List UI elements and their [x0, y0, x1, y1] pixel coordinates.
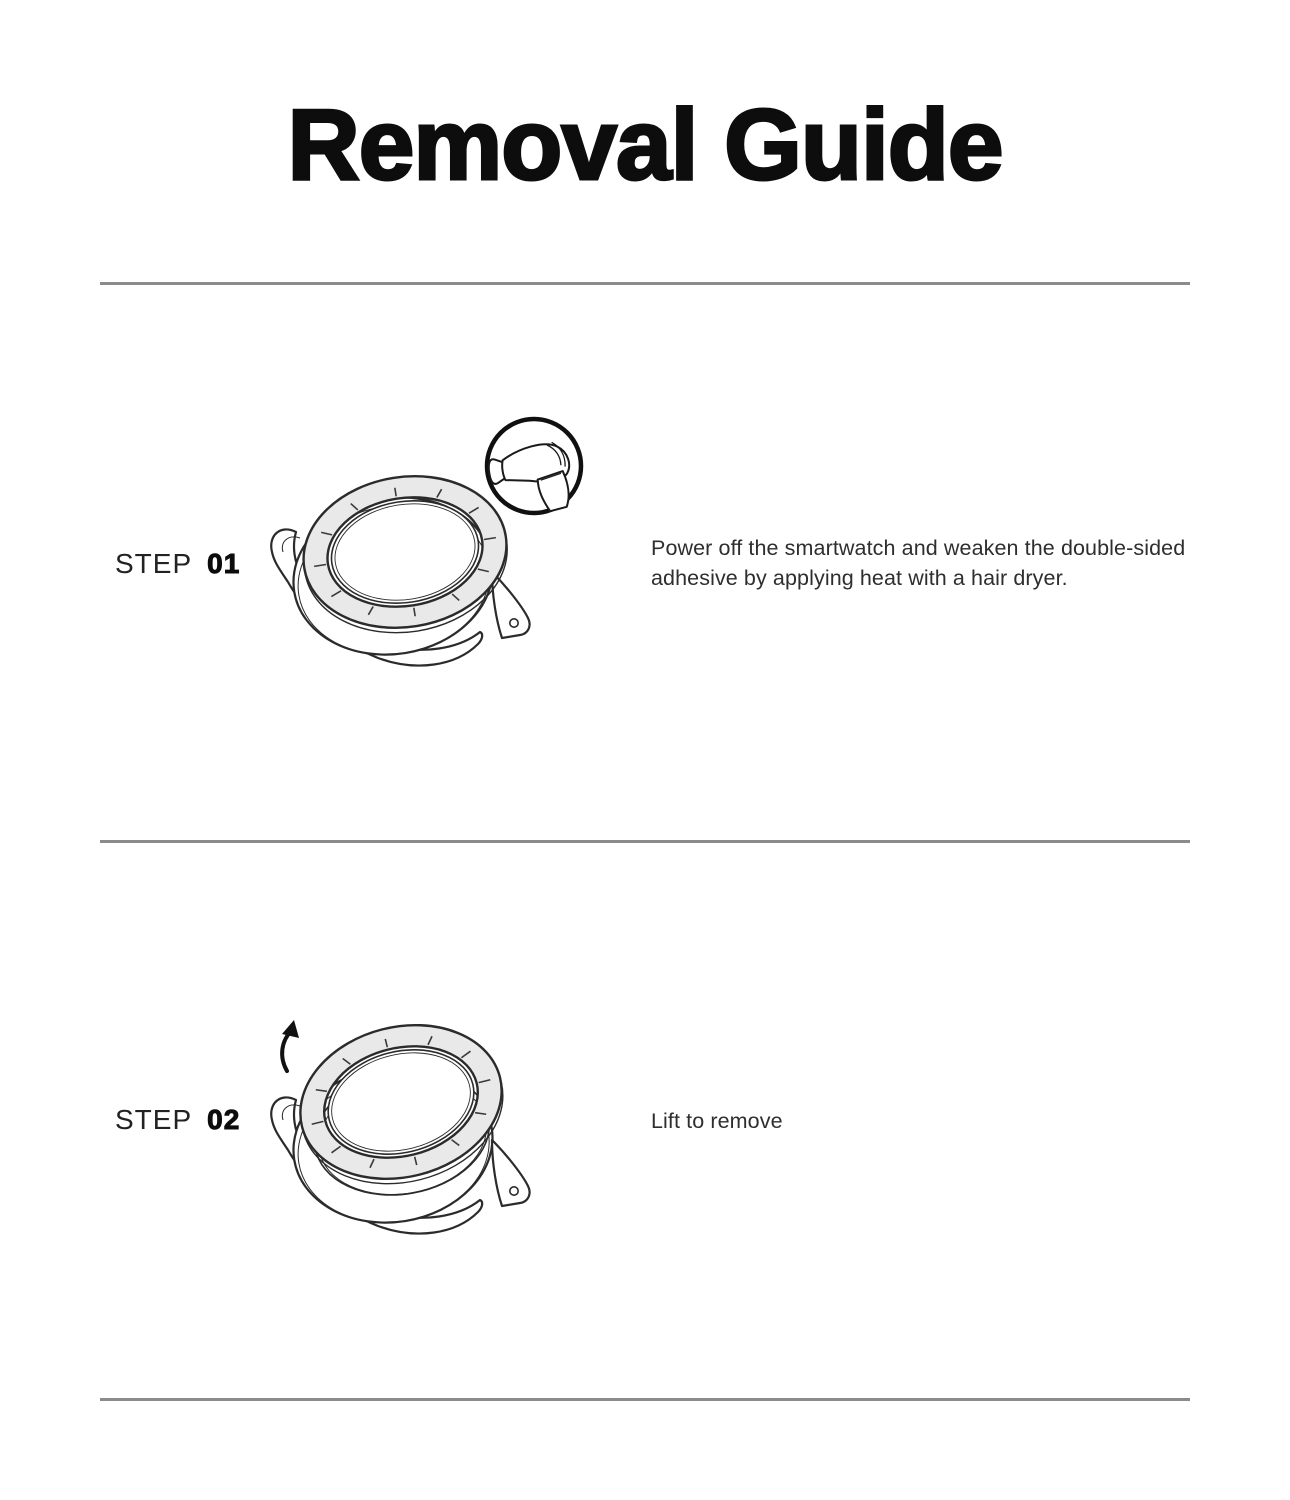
- watch-lug-right: [492, 1140, 530, 1206]
- step-2-description-line-1: Lift to remove: [651, 1109, 783, 1133]
- lift-arrow-icon: [282, 1020, 299, 1071]
- step-1-number: 01: [207, 548, 241, 579]
- step-1-label: [115, 548, 240, 580]
- smartwatch-illustration-step-2: [230, 972, 590, 1302]
- step-2-label: [115, 1104, 240, 1136]
- smartwatch-illustration-step-1: [230, 404, 590, 734]
- hair-dryer-icon: [486, 419, 581, 519]
- step-1-description: [651, 533, 1185, 593]
- divider-bottom: [100, 1398, 1190, 1401]
- divider-top: [100, 282, 1190, 285]
- step-1-word: STEP: [115, 548, 193, 579]
- divider-middle: [100, 840, 1190, 843]
- step-1-description-line-2: adhesive by applying heat with a hair dryer.: [651, 566, 1068, 590]
- step-2-word: STEP: [115, 1104, 193, 1135]
- step-2-number: 02: [207, 1104, 241, 1135]
- step-2-description: [651, 1106, 783, 1136]
- page-title: Removal Guide: [287, 89, 1003, 201]
- step-1-description-line-1: Power off the smartwatch and weaken the double-sided: [651, 536, 1186, 560]
